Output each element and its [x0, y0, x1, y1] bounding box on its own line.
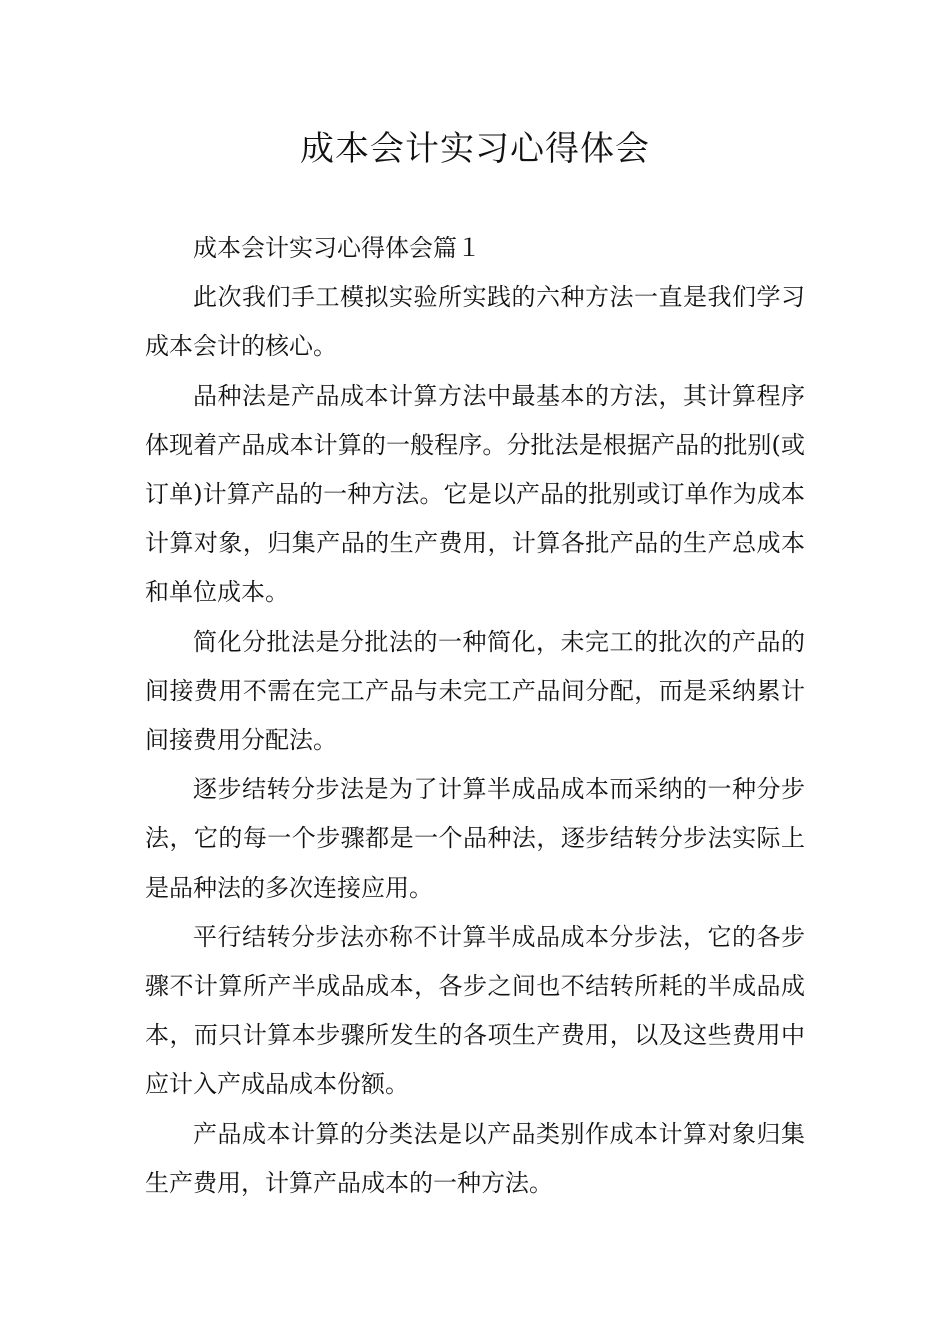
paragraph: 此次我们手工模拟实验所实践的六种方法一直是我们学习成本会计的核心。 — [145, 283, 805, 361]
document-title: 成本会计实习心得体会 — [300, 129, 650, 169]
document-body — [145, 224, 805, 1208]
section-heading: 成本会计实习心得体会篇１ — [193, 234, 481, 262]
paragraph: 平行结转分步法亦称不计算半成品成本分步法，它的各步骤不计算所产半成品成本，各步之间也不结转所耗的半成品成本，而只计算本步骤所发生的各项生产费用，以及这些费用中应计入产成品成本份额。 — [145, 922, 805, 1099]
paragraph: 逐步结转分步法是为了计算半成品成本而采纳的一种分步法，它的每一个步骤都是一个品种法，逐步结转分步法实际上是品种法的多次连接应用。 — [145, 775, 805, 902]
paragraph: 简化分批法是分批法的一种简化，未完工的批次的产品的间接费用不需在完工产品与未完工产品间分配，而是采纳累计间接费用分配法。 — [145, 627, 805, 755]
paragraph: 产品成本计算的分类法是以产品类别作成本计算对象归集生产费用，计算产品成本的一种方法。 — [145, 1119, 805, 1197]
paragraph: 品种法是产品成本计算方法中最基本的方法，其计算程序体现着产品成本计算的一般程序。分批法是根据产品的批别(或订单)计算产品的一种方法。它是以产品的批别或订单作为成本计算对象，归集产品的生产费用，计算各批产品的生产总成本和单位成本。 — [145, 381, 805, 607]
